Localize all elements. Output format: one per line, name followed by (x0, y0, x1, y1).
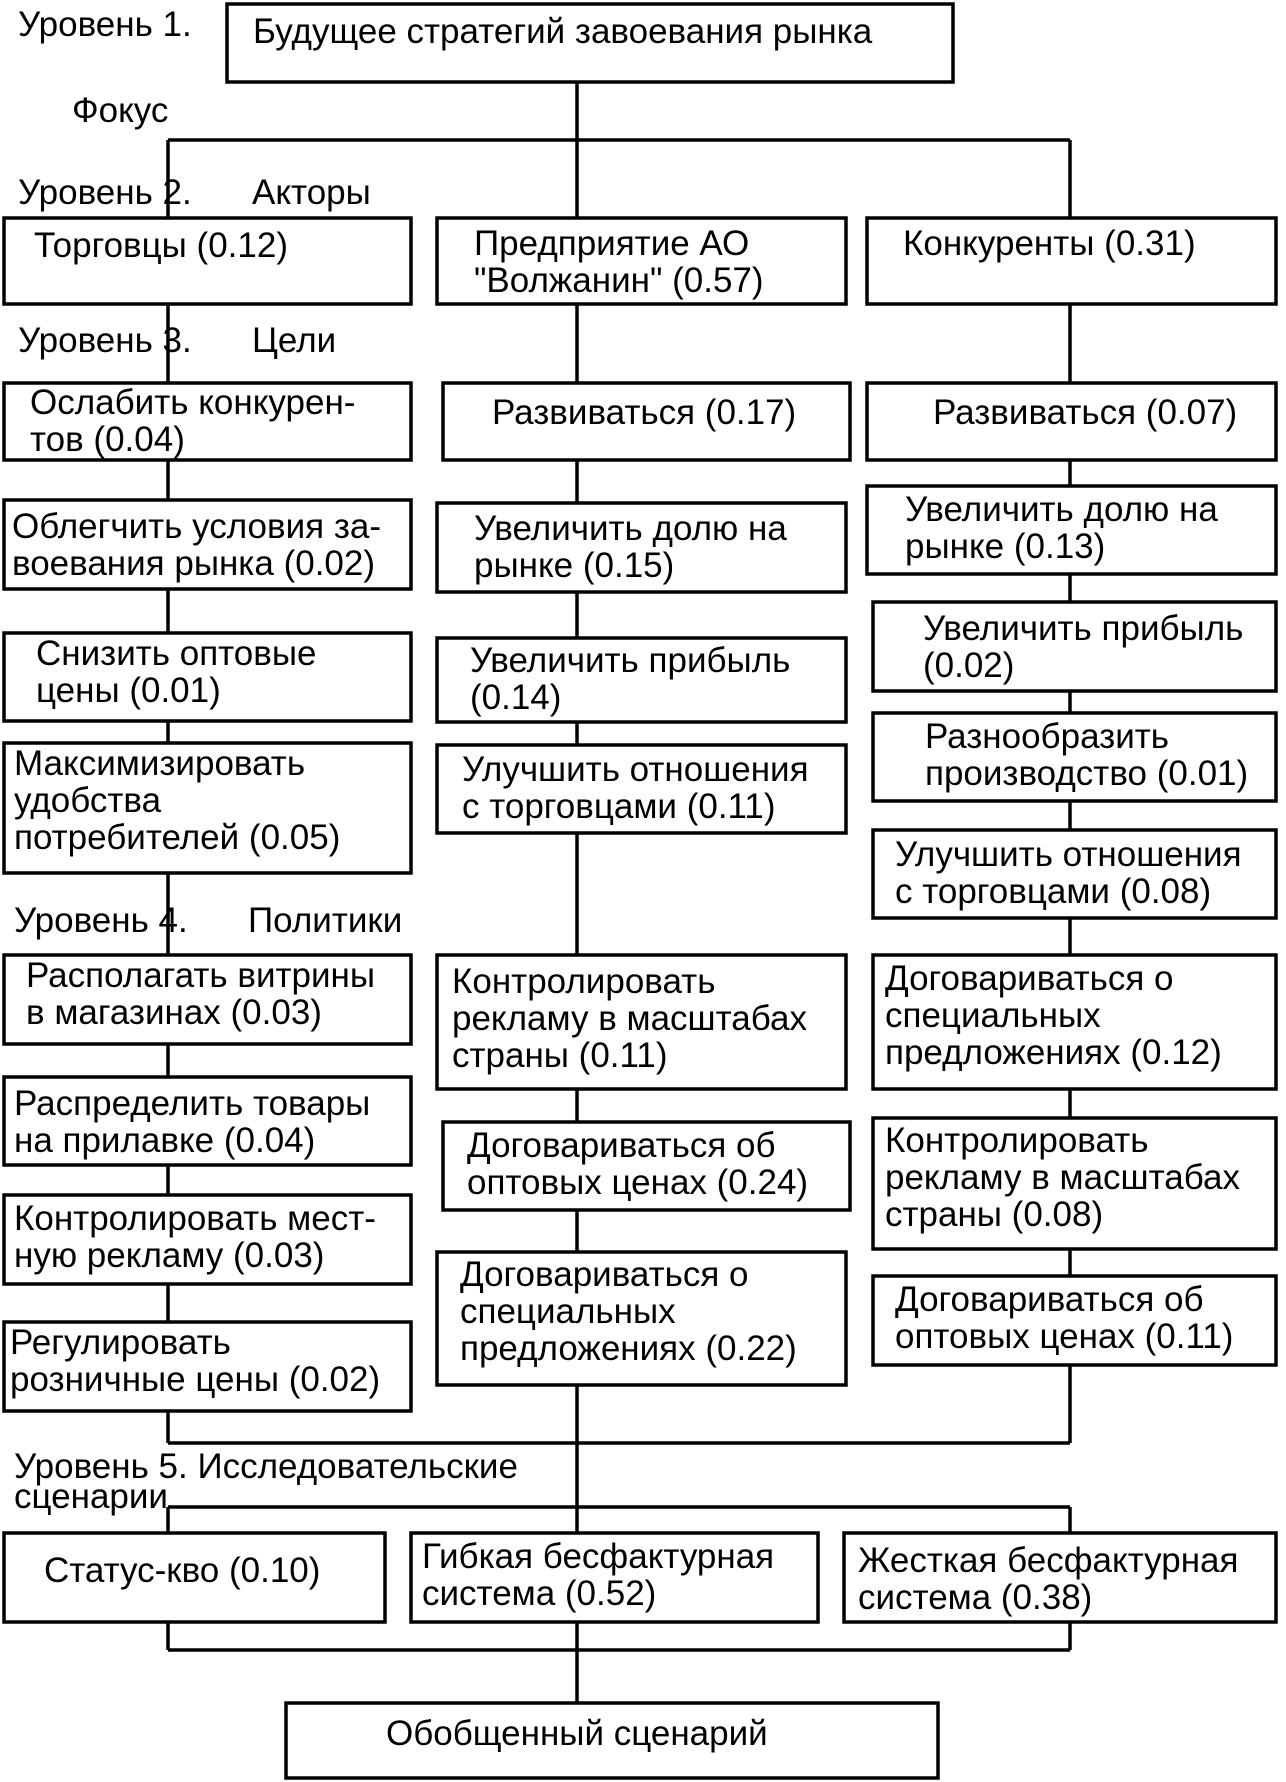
node-label-line: ную рекламу (0.03) (14, 1236, 325, 1275)
goal-traders-2 (4, 500, 411, 589)
node-label-line: Развиваться (0.07) (933, 393, 1238, 432)
node-label-line: Договариваться о (885, 959, 1174, 998)
node-label-line: Статус-кво (0.10) (44, 1551, 321, 1590)
node-label-line: с торговцами (0.11) (462, 787, 776, 826)
node-label-line: рекламу в масштабах (452, 999, 807, 1038)
node-label-line: Торговцы (0.12) (34, 226, 288, 265)
node-label-line: специальных (885, 996, 1101, 1035)
node-label-line: удобства (14, 781, 162, 820)
node-label-line: Увеличить долю на (905, 490, 1218, 529)
node-label-line: Распределить товары (14, 1084, 371, 1123)
policy-company-1 (437, 955, 846, 1089)
node-label-line: оптовых ценах (0.11) (895, 1317, 1234, 1356)
node-label-line: Снизить оптовые (36, 634, 317, 673)
scenario-status-quo (4, 1533, 385, 1622)
node-label-line: Предприятие АО (474, 224, 750, 263)
node-label-line: страны (0.08) (885, 1195, 1104, 1234)
goal-company-3 (437, 638, 846, 722)
node-label (492, 393, 796, 432)
level-5-label: Уровень 5. Исследовательские (14, 1447, 518, 1486)
goal-competitors-3 (873, 602, 1276, 691)
node-label (14, 1199, 376, 1275)
node-label (34, 226, 288, 265)
node-label-line: воевания рынка (0.02) (12, 544, 376, 583)
node-label-line: система (0.52) (422, 1574, 657, 1613)
node-label (44, 1551, 320, 1590)
node-label-line: Увеличить прибыль (470, 641, 791, 680)
focus-label: Фокус (72, 91, 169, 130)
node-label-line: страны (0.11) (452, 1036, 668, 1075)
node-label-line: Обобщенный сценарий (386, 1714, 768, 1753)
policy-competitors-2 (873, 1118, 1276, 1249)
policy-traders-4 (4, 1322, 411, 1411)
goal-company-2 (437, 503, 846, 592)
level-4-name: Политики (248, 901, 403, 940)
node-label-line: Договариваться об (467, 1126, 776, 1165)
actor-company (437, 218, 846, 304)
node-label-line: в магазинах (0.03) (26, 993, 322, 1032)
goal-competitors-5 (873, 830, 1276, 918)
policy-company-3 (437, 1252, 846, 1385)
node-label (467, 1126, 808, 1202)
node-label-line: Договариваться об (895, 1280, 1204, 1319)
level-2-label: Уровень 2. (18, 173, 192, 212)
policy-competitors-3 (873, 1276, 1276, 1365)
node-label-line: Располагать витрины (26, 956, 376, 995)
summary-scenario (286, 1703, 938, 1778)
goal-company-4 (437, 745, 846, 833)
node-label (253, 12, 873, 51)
node-label (895, 1280, 1233, 1356)
actor-traders (4, 218, 411, 304)
node-label (474, 224, 764, 300)
level-1-label: Уровень 1. (18, 5, 192, 44)
node-label-line: Ослабить конкурен- (30, 383, 356, 422)
node-label (462, 750, 809, 826)
node-label-line: Максимизировать (14, 744, 306, 783)
node-label-line: Будущее стратегий завоевания рынка (253, 12, 873, 51)
node-label-line: Улучшить отношения (462, 750, 809, 789)
level-3-name: Цели (252, 321, 337, 360)
node-label-line: на прилавке (0.04) (14, 1121, 316, 1160)
node-label (386, 1714, 768, 1753)
node-label-line: (0.02) (923, 646, 1015, 685)
node-label-line: Увеличить прибыль (923, 609, 1244, 648)
node-label-line: система (0.38) (858, 1578, 1093, 1617)
goal-traders-3 (4, 633, 411, 721)
node-label-line: потребителей (0.05) (14, 818, 341, 857)
node-label-line: Контролировать мест- (14, 1199, 376, 1238)
root-node (227, 4, 953, 82)
goal-company-1 (443, 383, 850, 460)
node-label-line: Регулировать (10, 1323, 231, 1362)
actor-competitors (867, 218, 1276, 304)
goal-competitors-1 (867, 383, 1276, 460)
policy-company-2 (443, 1122, 850, 1210)
node-label-line: "Волжанин" (0.57) (474, 261, 764, 300)
node-label-line: розничные цены (0.02) (10, 1360, 381, 1399)
policy-traders-2 (4, 1077, 411, 1165)
node-label-line: Конкуренты (0.31) (903, 224, 1196, 263)
node-label-line: оптовых ценах (0.24) (467, 1163, 809, 1202)
node-label-line: рынке (0.15) (474, 546, 675, 585)
node-label-line: тов (0.04) (30, 420, 185, 459)
policy-competitors-1 (873, 955, 1276, 1089)
node-label-line: производство (0.01) (925, 754, 1249, 793)
policy-traders-3 (4, 1195, 411, 1284)
level-2-name: Акторы (252, 173, 371, 212)
goal-competitors-4 (873, 713, 1276, 801)
node-label (933, 393, 1237, 432)
node-label-line: Развиваться (0.17) (492, 393, 797, 432)
level-5-label-cont: сценарии (14, 1477, 168, 1516)
node-label-line: предложениях (0.12) (885, 1033, 1222, 1072)
node-label-line: Облегчить условия за- (12, 507, 382, 546)
node-label-line: специальных (460, 1292, 676, 1331)
goal-traders-4 (4, 743, 411, 873)
goal-competitors-2 (867, 486, 1276, 574)
level-4-label: Уровень 4. (14, 901, 188, 940)
node-label-line: Увеличить долю на (474, 509, 787, 548)
node-label-line: Улучшить отношения (895, 835, 1242, 874)
node-label-line: Жесткая бесфактурная (858, 1541, 1239, 1580)
node-label-line: (0.14) (470, 678, 562, 717)
node-label (12, 507, 381, 583)
node-label-line: рынке (0.13) (905, 527, 1106, 566)
node-label-line: предложениях (0.22) (460, 1329, 797, 1368)
node-label-line: Разнообразить (925, 717, 1170, 756)
goal-traders-1 (4, 383, 411, 460)
node-label-line: цены (0.01) (36, 671, 221, 710)
node-label-line: Гибкая бесфактурная (422, 1537, 775, 1576)
node-label-line: рекламу в масштабах (885, 1158, 1240, 1197)
scenario-flexible (411, 1533, 818, 1622)
node-label-line: Контролировать (452, 962, 716, 1001)
node-label (895, 835, 1242, 911)
node-label-line: с торговцами (0.08) (895, 872, 1212, 911)
policy-traders-1 (4, 955, 411, 1044)
scenario-rigid (844, 1533, 1276, 1622)
node-label-line: Контролировать (885, 1121, 1149, 1160)
node-label-line: Договариваться о (460, 1255, 749, 1294)
node-label (903, 224, 1196, 263)
level-3-label: Уровень 3. (18, 321, 192, 360)
